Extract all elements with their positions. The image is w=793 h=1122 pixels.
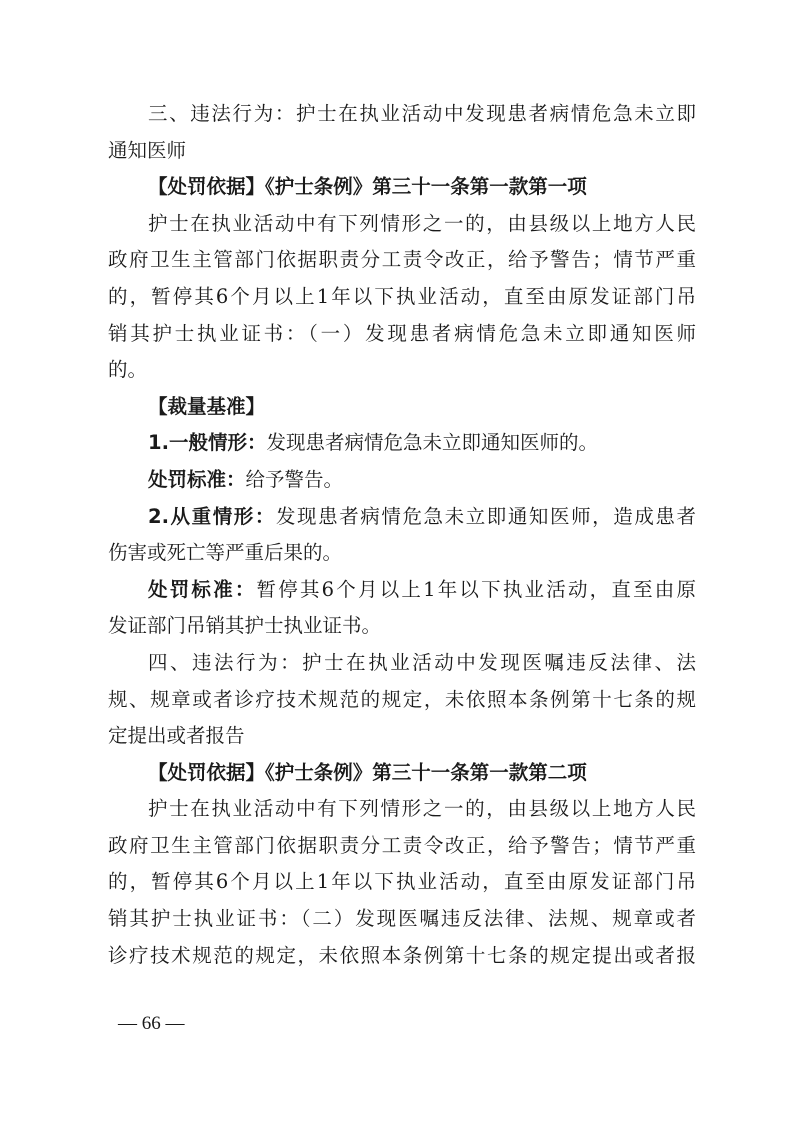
section-3-paragraph-line-4: 销其护士执业证书：（一）发现患者病情危急未立即通知医师 [108, 321, 696, 345]
general-case-text: 发现患者病情危急未立即通知医师的。 [266, 431, 598, 455]
general-penalty-label: 处罚标准： [148, 467, 246, 491]
section-3-serious-case-line-2: 伤害或死亡等严重后果的。 [108, 541, 343, 565]
general-case-label: 1.一般情形： [148, 431, 267, 455]
serious-case-text-1: 发现患者病情危急未立即通知医师，造成患者 [275, 504, 696, 528]
section-4-title-line-3: 定提出或者报告 [108, 724, 245, 748]
document-body [108, 96, 696, 974]
section-3-serious-penalty-line-1 [108, 572, 696, 609]
section-3-title-line-1: 三、违法行为：护士在执业活动中发现患者病情危急未立即 [148, 102, 696, 125]
serious-penalty-label: 处罚标准： [148, 577, 257, 601]
serious-penalty-text-1: 暂停其6个月以上1年以下执业活动，直至由原 [256, 577, 696, 601]
section-4-title-line-1: 四、违法行为：护士在执业活动中发现医嘱违反法律、法 [148, 650, 696, 674]
section-3-general-penalty [108, 462, 696, 499]
section-4-paragraph-line-5: 诊疗技术规范的规定，未依照本条例第十七条的规定提出或者报 [108, 943, 696, 967]
section-3-title-line-2: 通知医师 [108, 138, 187, 162]
section-3-standard-title: 【裁量基准】 [148, 394, 266, 418]
section-4-paragraph-line-2: 政府卫生主管部门依据职责分工责令改正，给予警告；情节严重 [108, 833, 696, 857]
section-4-penalty-basis: 【处罚依据】《护士条例》第三十一条第一款第二项 [148, 760, 587, 784]
section-4-paragraph-line-1: 护士在执业活动中有下列情形之一的，由县级以上地方人民 [148, 797, 696, 821]
section-3-paragraph-line-3: 的，暂停其6个月以上1年以下执业活动，直至由原发证部门吊 [108, 284, 696, 308]
section-3-penalty-basis: 【处罚依据】《护士条例》第三十一条第一款第一项 [148, 175, 587, 199]
section-3-general-case [108, 425, 696, 462]
section-3-paragraph-line-1: 护士在执业活动中有下列情形之一的，由县级以上地方人民 [148, 211, 696, 235]
serious-case-label: 2.从重情形： [148, 504, 276, 528]
page-number: — 66 — [118, 1013, 185, 1034]
general-penalty-text: 给予警告。 [245, 467, 344, 491]
section-4-title-line-2: 规、规章或者诊疗技术规范的规定，未依照本条例第十七条的规 [108, 687, 696, 711]
section-3-paragraph-line-2: 政府卫生主管部门依据职责分工责令改正，给予警告；情节严重 [108, 248, 696, 272]
section-3-serious-penalty-line-2: 发证部门吊销其护士执业证书。 [108, 614, 382, 638]
section-4-paragraph-line-4: 销其护士执业证书：（二）发现医嘱违反法律、法规、规章或者 [108, 907, 696, 931]
section-3-paragraph-line-5: 的。 [108, 358, 148, 382]
section-3-serious-case-line-1 [108, 499, 696, 536]
section-4-paragraph-line-3: 的，暂停其6个月以上1年以下执业活动，直至由原发证部门吊 [108, 870, 696, 894]
